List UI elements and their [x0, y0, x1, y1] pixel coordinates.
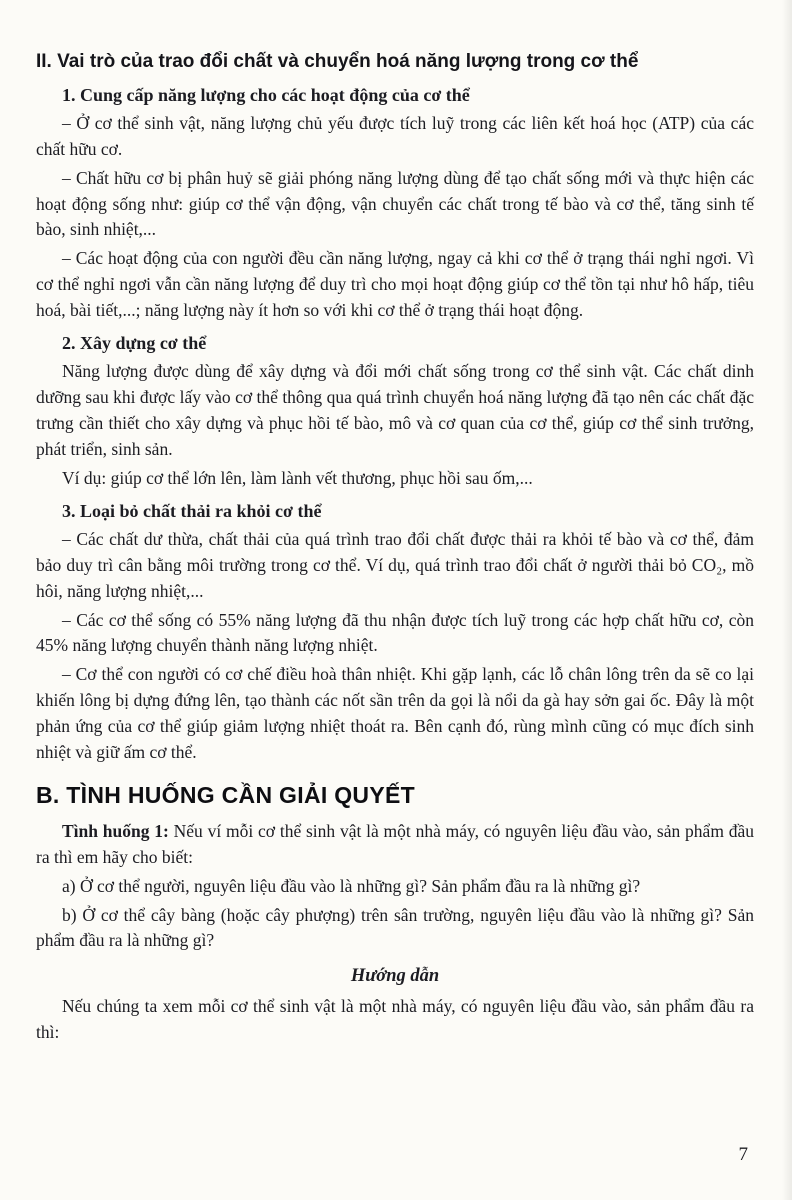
guide-paragraph: Nếu chúng ta xem mỗi cơ thể sinh vật là một nhà máy, có nguyên liệu đầu vào, sản phẩm đầu ra thì:	[36, 996, 754, 1043]
guide-heading: Hướng dẫn	[350, 966, 440, 987]
part-b-heading: B. TÌNH HUỐNG CẦN GIẢI QUYẾT	[36, 781, 415, 808]
situation-1-label: Tình huống 1:	[62, 820, 169, 841]
page-number: 7	[738, 1144, 748, 1165]
scan-edge-shadow	[782, 0, 792, 1200]
paragraph-example: Ví dụ: giúp cơ thể lớn lên, làm lành vết thương, phục hồi sau ốm,...	[62, 467, 533, 488]
paragraph: – Các hoạt động của con người đều cần năng lượng, ngay cả khi cơ thể ở trạng thái nghỉ ngơi. Vì cơ thể nghỉ ngơi vẫn cần năng lượng để duy trì cho mọi hoạt động giúp cơ thể tồn tại như hô hấp, tiêu hoá, bài tiết,...; năng lượng này ít hơn so với khi cơ thể ở trạng thái hoạt động.	[36, 248, 754, 321]
paragraph: – Cơ thể con người có cơ chế điều hoà thân nhiệt. Khi gặp lạnh, các lỗ chân lông trên da sẽ co lại khiến lông bị dựng đứng lên, tạo thành các nốt sần trên da gọi là nổi da gà hay sởn gai ốc. Đây là một phản ứng của cơ thể giúp giảm lượng nhiệt thoát ra. Bên cạnh đó, rùng mình cũng có mục đích sinh nhiệt và giữ ấm cơ thể.	[36, 664, 754, 762]
list-item-b: b) Ở cơ thể cây bàng (hoặc cây phượng) trên sân trường, nguyên liệu đầu vào là những gì? Sản phẩm đầu ra là những gì?	[36, 904, 754, 951]
subsection-heading-1: 1. Cung cấp năng lượng cho các hoạt động của cơ thể	[62, 84, 470, 105]
paragraph: – Ở cơ thể sinh vật, năng lượng chủ yếu được tích luỹ trong các liên kết hoá học (ATP) của các chất hữu cơ.	[36, 112, 754, 159]
paragraph: Năng lượng được dùng để xây dựng và đổi mới chất sống trong cơ thể sinh vật. Các chất dinh dưỡng sau khi được lấy vào cơ thể thông qua quá trình chuyển hoá năng lượng đã tạo nên các chất đặc trưng cần thiết cho xây dựng và phục hồi tế bào, mô và cơ quan của cơ thể, giúp cơ thể sinh trưởng, phát triển, sinh sản.	[36, 361, 754, 459]
subsection-heading-3: 3. Loại bỏ chất thải ra khỏi cơ thể	[62, 500, 322, 521]
section-heading-roman-ii: II. Vai trò của trao đổi chất và chuyển hoá năng lượng trong cơ thể	[36, 51, 639, 72]
situation-1-text: Nếu ví mỗi cơ thể sinh vật là một nhà máy, có nguyên liệu đầu vào, sản phẩm đầu ra thì em hãy cho biết:	[36, 820, 754, 867]
subsection-heading-2: 2. Xây dựng cơ thể	[62, 333, 207, 353]
paragraph: – Các cơ thể sống có 55% năng lượng đã thu nhận được tích luỹ trong các hợp chất hữu cơ, còn 45% năng lượng chuyển thành năng lượng nhiệt.	[36, 609, 754, 656]
list-item-a: a) Ở cơ thể người, nguyên liệu đầu vào là những gì? Sản phẩm đầu ra là những gì?	[62, 875, 641, 896]
paragraph: – Các chất dư thừa, chất thải của quá trình trao đổi chất được thải ra khỏi tế bào và cơ thể, đảm bảo duy trì cân bằng môi trường trong cơ thể. Ví dụ, quá trình trao đổi chất ở người thải bỏ CO₂, mồ hôi, năng lượng nhiệt,...	[36, 528, 754, 601]
situation-1-paragraph	[36, 819, 754, 871]
paragraph: – Chất hữu cơ bị phân huỷ sẽ giải phóng năng lượng dùng để tạo chất sống mới và thực hiện các hoạt động sống như: giúp cơ thể vận động, vận chuyển các chất trong tế bào và cơ thể, tăng sinh tế bào, sinh nhiệt,...	[36, 167, 754, 240]
